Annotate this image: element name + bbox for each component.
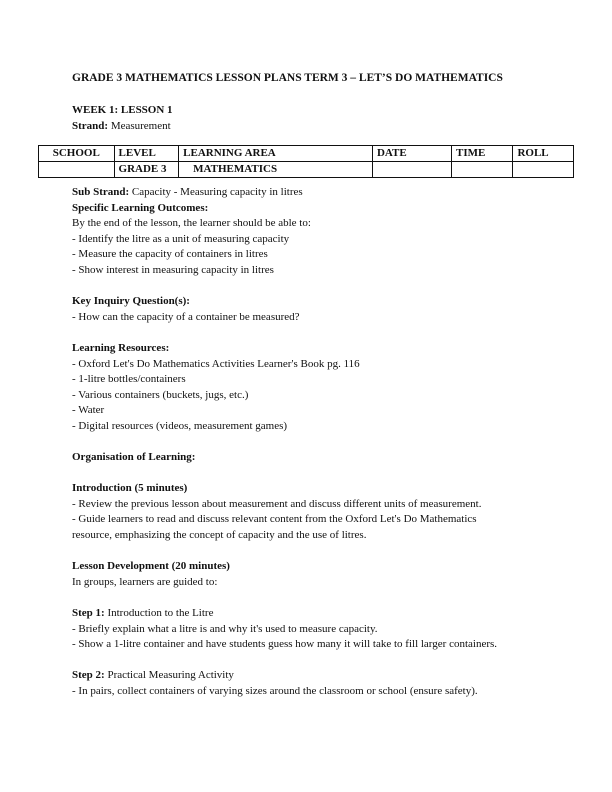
header-level: LEVEL (114, 146, 179, 162)
list-item: - Digital resources (videos, measurement games) (72, 419, 288, 432)
step-1-value: Introduction to the Litre (104, 607, 214, 620)
introduction-heading: Introduction (5 minutes) (72, 482, 188, 495)
list-item: - 1-litre bottles/containers (72, 373, 186, 386)
list-item: - Various containers (buckets, jugs, etc.) (72, 388, 249, 401)
header-school: SCHOOL (39, 146, 115, 162)
cell-time (452, 162, 513, 178)
cell-roll (513, 162, 574, 178)
list-item: - Water (72, 404, 105, 417)
sub-strand-value: Capacity - Measuring capacity in litres (129, 186, 303, 198)
key-inquiry-heading: Key Inquiry Question(s): (72, 295, 190, 308)
paragraph-line: resource, emphasizing the concept of capacity and the use of litres. (72, 529, 367, 542)
week-lesson-block (72, 103, 173, 134)
specific-outcomes-heading: Specific Learning Outcomes: (72, 201, 209, 214)
document-title: GRADE 3 MATHEMATICS LESSON PLANS TERM 3 – LET’S DO MATHEMATICS (72, 72, 503, 84)
organisation-heading: Organisation of Learning: (72, 451, 196, 464)
list-item: - Identify the litre as a unit of measuring capacity (72, 232, 290, 245)
lesson-content (72, 185, 552, 700)
lesson-info-table (38, 145, 574, 178)
cell-date (372, 162, 451, 178)
paragraph-line: - Briefly explain what a litre is and why it's used to measure capacity. (72, 622, 378, 635)
list-item: - How can the capacity of a container be measured? (72, 310, 300, 323)
strand-value: Measurement (108, 119, 171, 132)
week-lesson-heading: WEEK 1: LESSON 1 (72, 104, 173, 116)
cell-level: GRADE 3 (114, 162, 179, 178)
step-1-title (72, 606, 552, 622)
step-2-label: Step 2: (72, 669, 105, 682)
paragraph-line: - Show a 1-litre container and have students guess how many it will take to fill larger containers. (72, 638, 498, 651)
introduction-section (72, 481, 552, 543)
header-date: DATE (372, 146, 451, 162)
paragraph-line: - Review the previous lesson about measurement and discuss different units of measurement. (72, 497, 482, 510)
step-2-value: Practical Measuring Activity (104, 669, 234, 682)
header-learning-area: LEARNING AREA (179, 146, 373, 162)
learning-resources-heading: Learning Resources: (72, 341, 170, 354)
learning-resources-section (72, 341, 552, 435)
table-header-row (39, 146, 574, 162)
strand-line (72, 119, 173, 135)
lesson-development-heading: Lesson Development (20 minutes) (72, 560, 230, 573)
list-item: - Show interest in measuring capacity in litres (72, 263, 274, 276)
cell-learning-area: MATHEMATICS (179, 162, 373, 178)
step-1-section (72, 606, 552, 653)
table-row (39, 162, 574, 178)
step-2-section (72, 668, 552, 699)
header-time: TIME (452, 146, 513, 162)
specific-outcomes-section (72, 201, 552, 279)
list-item: - Oxford Let's Do Mathematics Activities Learner's Book pg. 116 (72, 357, 360, 370)
list-item: - Measure the capacity of containers in litres (72, 248, 268, 261)
step-1-label: Step 1: (72, 607, 105, 620)
lesson-development-intro: In groups, learners are guided to: (72, 575, 218, 588)
paragraph-line: - Guide learners to read and discuss relevant content from the Oxford Let's Do Mathematics (72, 513, 477, 526)
key-inquiry-section (72, 294, 552, 325)
paragraph-line: - In pairs, collect containers of varying sizes around the classroom or school (ensure safety). (72, 685, 478, 697)
header-roll: ROLL (513, 146, 574, 162)
step-2-title (72, 668, 552, 684)
specific-outcomes-intro: By the end of the lesson, the learner should be able to: (72, 217, 311, 230)
sub-strand-label: Sub Strand: (72, 186, 130, 198)
strand-label: Strand: (72, 119, 109, 132)
sub-strand-line (72, 185, 552, 201)
cell-school (39, 162, 115, 178)
lesson-development-section (72, 559, 552, 590)
